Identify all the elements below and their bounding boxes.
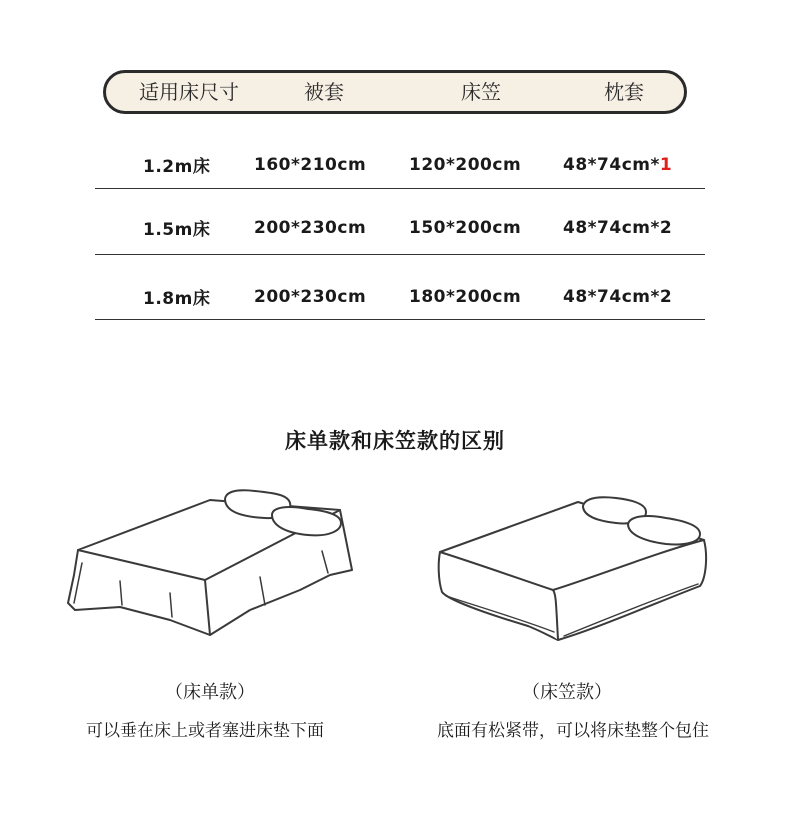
- row1-fitted: 120*200cm: [409, 155, 522, 175]
- row3-duvet: 200*230cm: [254, 287, 367, 307]
- flat-sheet-description: 可以垂在床上或者塞进床垫下面: [86, 721, 324, 741]
- fitted-sheet-bed-illustration: [428, 490, 718, 650]
- header-fitted-sheet: 床笠: [461, 80, 501, 104]
- row1-pillow: [563, 155, 672, 175]
- row-divider: [95, 319, 705, 320]
- row3-pillow: [563, 287, 672, 307]
- row1-duvet: 160*210cm: [254, 155, 367, 175]
- header-bed-size: 适用床尺寸: [139, 80, 239, 104]
- row2-pillow-count: 2: [659, 218, 673, 238]
- row3-pillow-count: 2: [659, 287, 673, 307]
- header-duvet: 被套: [304, 80, 344, 104]
- row1-size: 1.2m床: [143, 157, 211, 177]
- fitted-sheet-caption: （床笠款）: [522, 682, 612, 703]
- size-table-header: [103, 70, 687, 114]
- row2-pillow-size: 48*74cm*: [563, 218, 660, 238]
- row2-fitted: 150*200cm: [409, 218, 522, 238]
- row3-size: 1.8m床: [143, 289, 211, 309]
- row1-pillow-size: 48*74cm*: [563, 155, 660, 175]
- fitted-sheet-description: 底面有松紧带，可以将床垫整个包住: [437, 721, 709, 741]
- row2-size: 1.5m床: [143, 220, 211, 240]
- row-divider: [95, 188, 705, 189]
- flat-sheet-bed-illustration: [60, 485, 360, 665]
- section-title: 床单款和床笠款的区别: [285, 429, 505, 453]
- header-pillowcase: 枕套: [604, 80, 644, 104]
- row3-fitted: 180*200cm: [409, 287, 522, 307]
- row2-pillow: [563, 218, 672, 238]
- row-divider: [95, 254, 705, 255]
- row1-pillow-count: 1: [659, 155, 673, 175]
- row2-duvet: 200*230cm: [254, 218, 367, 238]
- flat-sheet-caption: （床单款）: [165, 682, 255, 703]
- row3-pillow-size: 48*74cm*: [563, 287, 660, 307]
